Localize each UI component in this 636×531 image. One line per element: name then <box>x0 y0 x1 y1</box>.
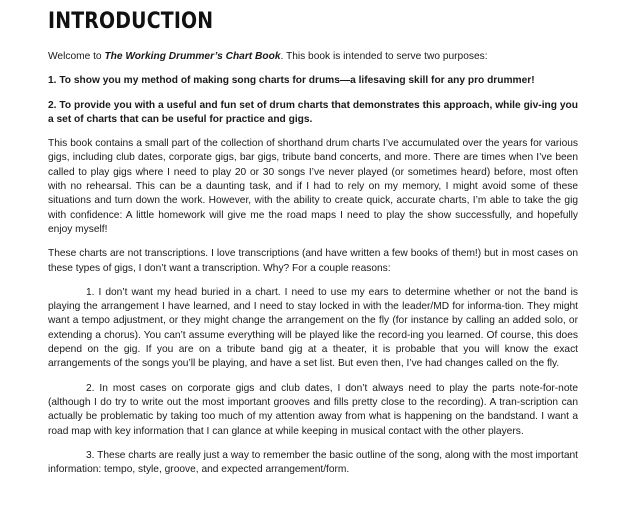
reason-2: 2. In most cases on corporate gigs and club dates, I don’t always need to play the parts note-for-note (although I do try to write out the most important grooves and fills pretty close to the recording). A tran-scription can actually be problematic by taking too much of my attention away from what is happening on the bandstand. I want a road map with key information that I can glance at while keeping in musical contact with the other players. <box>48 382 578 437</box>
book-title: The Working Drummer’s Chart Book <box>104 51 281 62</box>
reason-1: 1. I don’t want my head buried in a chart. I need to use my ears to determine whether or not the band is playing the arrangement I have learned, and I need to stay locked in with the leader/MD for informa-tion. They might want a tempo adjustment, or they might change the arrangement on the fly (for instance by calling an added solo, or extending a chorus). You can’t assume everything will be played like the record-ing you learned. Of course, this does depend on the gig. If you are on a tribute band gig at a theater, it is probable that you will know the exact arrangements of the songs you’ll be playing, and have a set list. But even then, I’ve had changes called on the fly. <box>48 286 578 370</box>
welcome-paragraph <box>48 50 578 64</box>
welcome-text-after: . This book is intended to serve two purposes: <box>280 51 488 62</box>
reason-3: 3. These charts are really just a way to remember the basic outline of the song, along with the most important information: tempo, style, groove, and expected arrangement/form. <box>48 449 578 476</box>
purpose-1: 1. To show you my method of making song charts for drums—a lifesaving skill for any pro drummer! <box>48 75 535 87</box>
welcome-text-before: Welcome to <box>48 51 105 62</box>
body-paragraph-not-transcriptions: These charts are not transcriptions. I love transcriptions (and have written a few books of them!) but in most cases on these types of gigs, I don’t want a transcription. Why? For a couple reasons: <box>48 248 578 274</box>
body-paragraph-collection: This book contains a small part of the collection of shorthand drum charts I’ve accumulated over the years for various gigs, including club dates, corporate gigs, bar gigs, tribute band concerts, and more. There are times when I’ve been called to play gigs where I need to play 20 or 30 songs I’ve never played (or sometimes heard) before, most often with no rehearsal. This can be a daunting task, and if I had to rely on my memory, I might avoid some of these situations and turn down the work. However, with the ability to create quick, accurate charts, I’m able to take the gig with confidence: A little homework will give me the road maps I need to play the show successfully, and hopefully enjoy myself! <box>48 138 578 235</box>
page-heading: INTRODUCTION <box>48 9 214 34</box>
purpose-2: 2. To provide you with a useful and fun set of drum charts that demonstrates this approach, while giv-ing you a set of charts that can be useful for practice and gigs. <box>48 99 578 125</box>
